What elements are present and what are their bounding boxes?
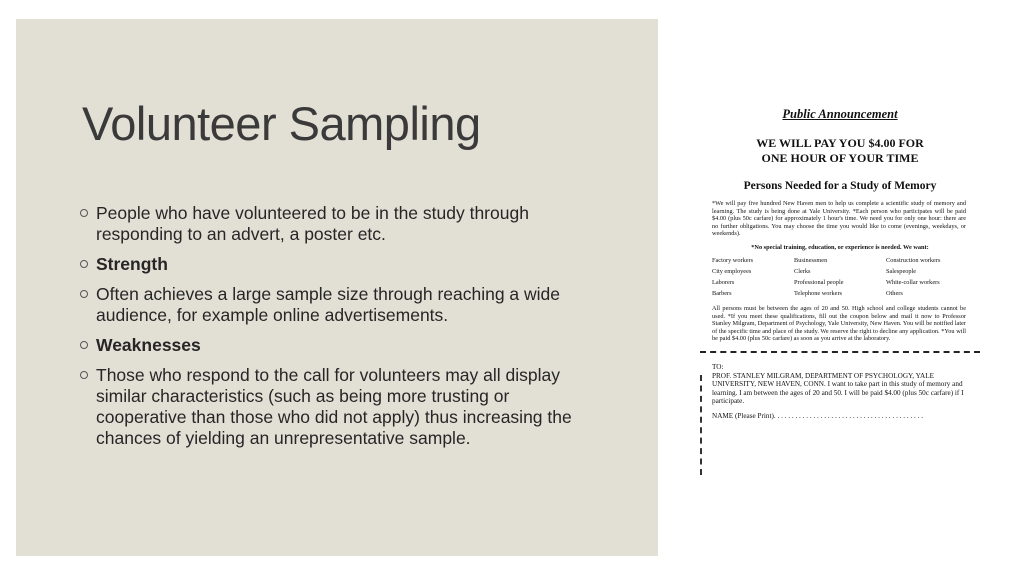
job-item: Others — [886, 289, 903, 297]
advert-no-training: *No special training, education, or experience is needed. We want: — [751, 243, 929, 251]
bullet-weaknesses-heading: Weaknesses — [80, 335, 600, 356]
advert-persons-needed: Persons Needed for a Study of Memory — [743, 180, 937, 192]
job-item: City employees — [712, 267, 752, 275]
job-item: Salespeople — [886, 267, 917, 275]
coupon-name-line: NAME (Please Print). . . . . . . . . . . . . . . . . . . . . . . . . . . . . . . . . . . . . . . . . . — [712, 411, 924, 420]
bullet-circle-icon — [80, 209, 88, 217]
advert-jobs-grid — [712, 255, 980, 299]
bullet-weakness: Those who respond to the call for volunteers may all display similar characteristics (such as being more trusting or cooperative than those who did not apply) thus increasing the chances of yielding an unrepresentative sample. — [80, 365, 600, 449]
coupon-to: TO: PROF. STANLEY MILGRAM, DEPARTMENT OF PSYCHOLOGY, YALE UNIVERSITY, NEW HAVEN, CONN. I want to take part in this study of memory and learning. I am between the ages of 20 and 50. I will be paid $4.00 (plus 50c carfare) if I participate. — [712, 363, 966, 406]
advert-qualifications-text: All persons must be between the ages of 20 and 50. High school and college students cannot be used. *If you meet these qualifications, fill out the coupon below and mail it now to Professor Stanley Milgram, Department of Psychology, Yale University, New Haven. You will be notified later of the specific time and place of the study. We reserve the right to decline any application. *You will be paid $4.00 (plus 50c carfare) as soon as you arrive at the laboratory. — [712, 304, 966, 343]
job-item: Laborers — [712, 278, 735, 286]
coupon-cut-line — [700, 351, 980, 353]
bullet-definition: People who have volunteered to be in the study through responding to an advert, a poster etc. — [80, 203, 600, 245]
bullet-circle-icon — [80, 341, 88, 349]
bullet-circle-icon — [80, 260, 88, 268]
newspaper-advert-image — [700, 100, 980, 476]
job-item: Businessmen — [794, 256, 828, 264]
job-item: White-collar workers — [886, 278, 940, 286]
job-item: Professional people — [794, 278, 844, 286]
bullet-strength-heading: Strength — [80, 254, 600, 275]
bullet-strength: Often achieves a large sample size through reaching a wide audience, for example online advertisements. — [80, 284, 600, 326]
advert-heading: Public Announcement — [782, 107, 898, 121]
bullet-circle-icon — [80, 371, 88, 379]
slide-title: Volunteer Sampling — [82, 97, 481, 150]
coupon-side-line — [700, 375, 704, 475]
coupon-address: PROF. STANLEY MILGRAM, DEPARTMENT OF PSYCHOLOGY, YALE UNIVERSITY, NEW HAVEN, CONN. I want to take part in this study of memory and learning. I am between the ages of 20 and 50. I will be paid $4.00 (plus 50c carfare) if I participate. — [712, 371, 964, 406]
job-item: Barbers — [712, 289, 732, 297]
job-item: Clerks — [794, 267, 811, 275]
job-item: Construction workers — [886, 256, 941, 264]
job-item: Factory workers — [712, 256, 754, 264]
advert-pay-line: WE WILL PAY YOU $4.00 FOR ONE HOUR OF YOUR TIME — [756, 136, 924, 165]
bullet-list — [80, 203, 600, 458]
bullet-circle-icon — [80, 290, 88, 298]
advert-intro-text: *We will pay five hundred New Haven men to help us complete a scientific study of memory and learning. The study is being done at Yale University. *Each person who participates will be paid $4.00 (plus 50c carfare) for approximately 1 hour's time. We need you for only one hour: there are no further obligations. You may choose the time you would like to come (evenings, weekdays, or weekends). — [712, 200, 966, 238]
job-item: Telephone workers — [794, 289, 842, 297]
